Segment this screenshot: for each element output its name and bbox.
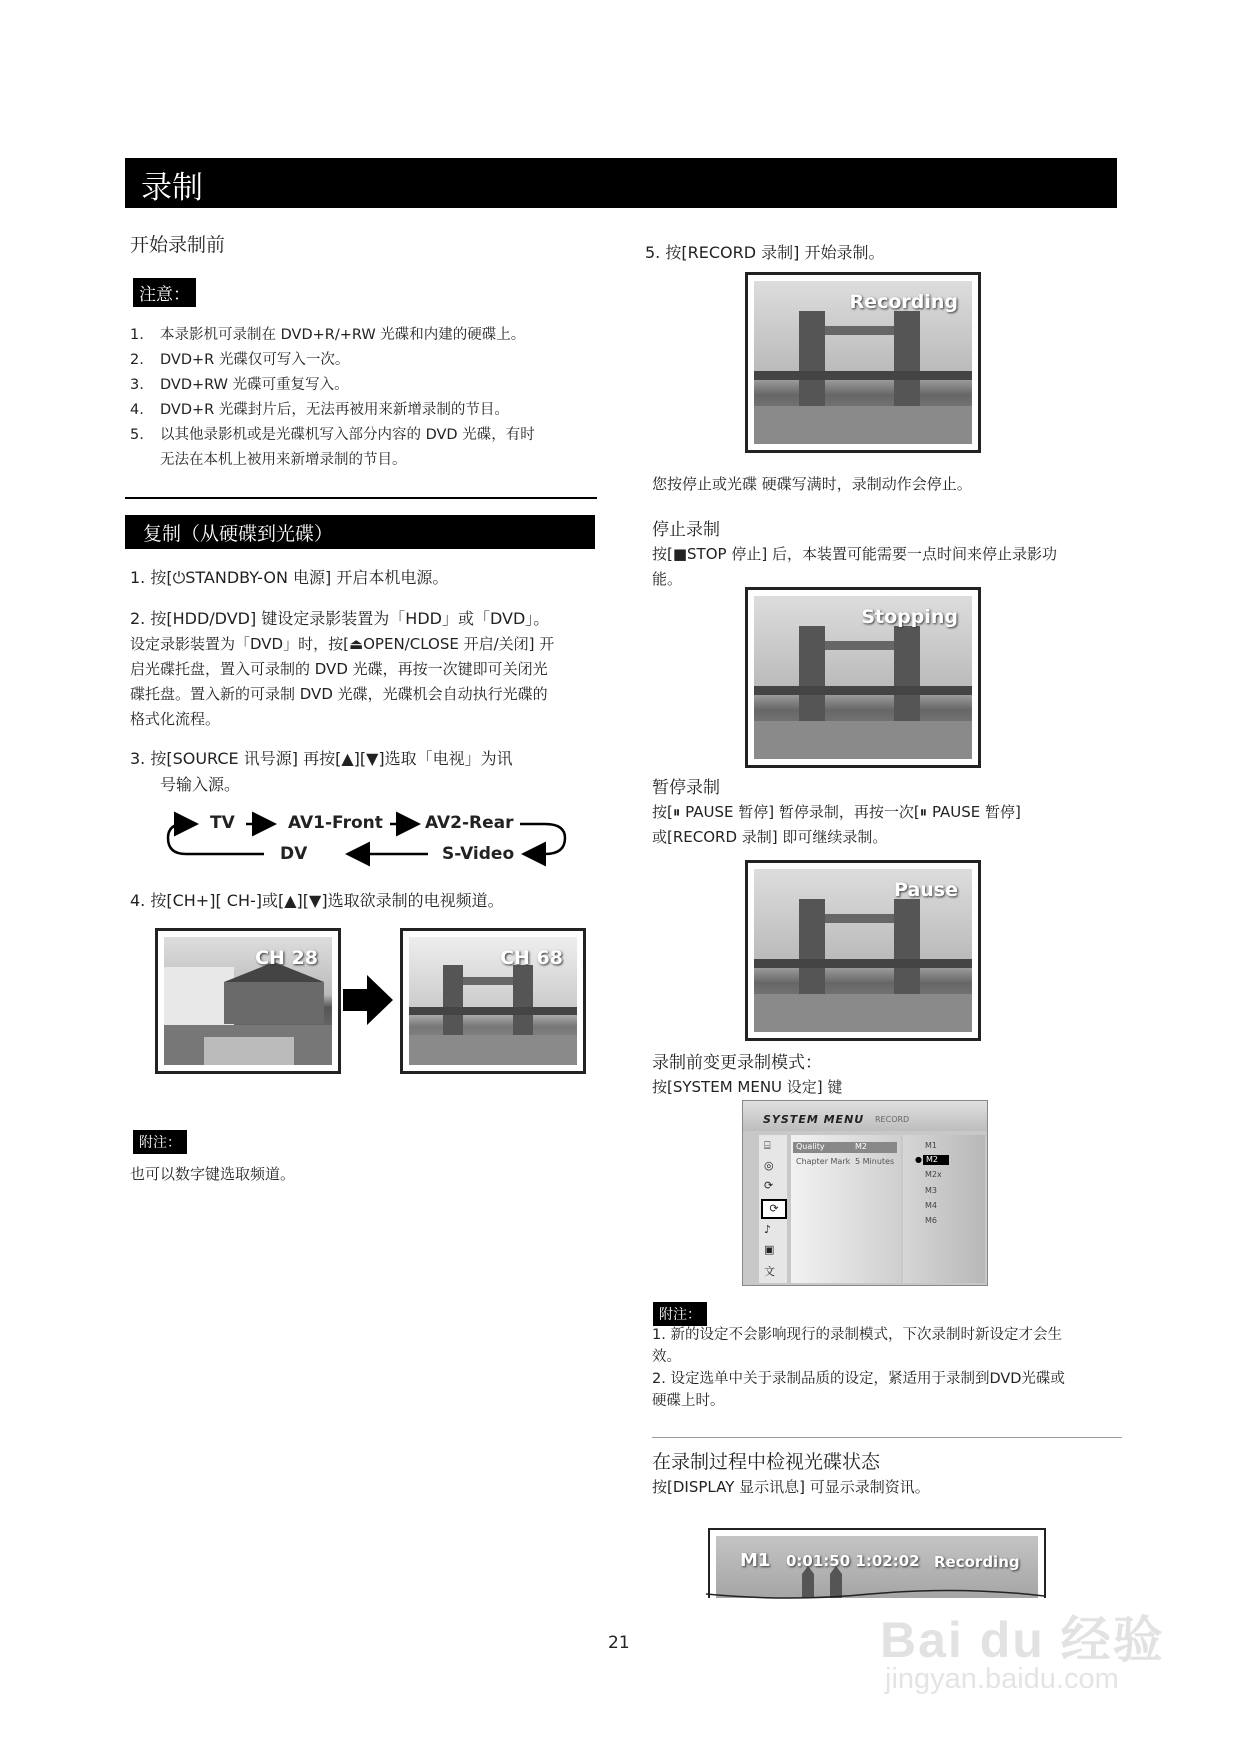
audio-icon[interactable]: ♪ bbox=[764, 1223, 772, 1236]
list-item: 3. DVD+RW 光碟可重复写入。 bbox=[130, 377, 349, 393]
copy-section-title: 复制（从硬碟到光碟） bbox=[143, 523, 334, 545]
mode-title: 录制前变更录制模式： bbox=[652, 1053, 822, 1073]
record-icon[interactable]: ⟳ bbox=[761, 1199, 787, 1219]
pause-body: 按[⏸ PAUSE 暂停] 暂停录制，再按一次[⏸ PAUSE 暂停] 或[RECORD 录制] 即可继续录制。 bbox=[652, 803, 1021, 846]
disc-icon[interactable]: ◎ bbox=[764, 1159, 774, 1172]
osd-mode: M1 bbox=[740, 1550, 771, 1571]
list-item: 无法在本机上被用来新增录制的节目。 bbox=[160, 452, 407, 468]
section-divider bbox=[125, 497, 597, 499]
stop-note: 您按停止或光碟 硬碟写满时，录制动作会停止。 bbox=[652, 475, 972, 493]
list-item: 2. DVD+R 光碟仅可写入一次。 bbox=[130, 352, 350, 368]
channel-68-image bbox=[400, 928, 586, 1074]
page-number: 21 bbox=[608, 1633, 630, 1653]
source-cycle-diagram bbox=[160, 808, 580, 874]
pause-title: 暂停录制 bbox=[652, 778, 720, 798]
footnote-text: 也可以数字键选取频道。 bbox=[130, 1165, 296, 1183]
menu-option[interactable]: M3 bbox=[925, 1186, 937, 1195]
arrow-right-icon bbox=[343, 975, 393, 1025]
stopping-label: Stopping bbox=[861, 606, 958, 628]
video-icon[interactable]: ⌸ bbox=[764, 1139, 771, 1152]
channel-68-label: CH 68 bbox=[500, 947, 563, 969]
watermark-logo: Bai du 经验 bbox=[880, 1612, 1165, 1668]
status-line: 按[DISPLAY 显示讯息] 可显示录制资讯。 bbox=[652, 1478, 930, 1496]
flow-svideo: S-Video bbox=[442, 844, 515, 864]
before-recording-heading: 开始录制前 bbox=[130, 234, 226, 256]
menu-option-selected-label: M2 bbox=[926, 1155, 938, 1164]
status-title: 在录制过程中检视光碟状态 bbox=[652, 1451, 881, 1473]
osd-time: 0:01:50 1:02:02 bbox=[786, 1552, 920, 1570]
recording-label: Recording bbox=[849, 291, 958, 313]
stop-title: 停止录制 bbox=[652, 520, 720, 540]
channel-28-image bbox=[155, 928, 341, 1074]
menu-option[interactable]: M6 bbox=[925, 1216, 937, 1225]
menu-option[interactable]: M1 bbox=[925, 1141, 937, 1150]
status-divider bbox=[652, 1437, 1122, 1438]
caution-list bbox=[130, 323, 600, 473]
chapter-title: 录制 bbox=[141, 170, 203, 206]
mode-line: 按[SYSTEM MENU 设定] 键 bbox=[652, 1078, 843, 1096]
step-2-title: 2. 按[HDD/DVD] 键设定录影装置为「HDD」或「DVD」。 bbox=[130, 609, 550, 628]
stopping-image bbox=[745, 587, 981, 768]
right-note-body: 1. 新的设定不会影响现行的录制模式，下次录制时新设定才会生 效。 2. 设定选单中关于录制品质的设定，紧适用于录制到DVD光碟或 硬碟上时。 bbox=[652, 1327, 1065, 1409]
step-4: 4. 按[CH+][ CH-]或[▲][▼]选取欲录制的电视频道。 bbox=[130, 891, 504, 910]
chapter-title-bar bbox=[125, 158, 1117, 208]
step-3: 3. 按[SOURCE 讯号源] 再按[▲][▼]选取「电视」为讯 号输入源。 bbox=[130, 749, 513, 794]
menu-option[interactable]: M2x bbox=[925, 1170, 942, 1179]
pause-label: Pause bbox=[894, 879, 958, 901]
tv-icon[interactable]: ▣ bbox=[764, 1243, 775, 1256]
flow-av1: AV1-Front bbox=[288, 813, 383, 833]
menu-subtitle: RECORD bbox=[875, 1115, 910, 1124]
selected-dot-icon: ● bbox=[915, 1155, 922, 1164]
language-icon[interactable]: 文 bbox=[764, 1265, 775, 1278]
footnote-label: 附注： bbox=[133, 1130, 187, 1154]
stop-body: 按[■STOP 停止] 后，本装置可能需要一点时间来停止录影功 能。 bbox=[652, 545, 1057, 588]
channel-28-label: CH 28 bbox=[255, 947, 318, 969]
system-menu-screen bbox=[742, 1100, 988, 1286]
playback-icon[interactable]: ⟳ bbox=[764, 1179, 774, 1192]
copy-section-bar bbox=[125, 515, 595, 549]
menu-row-value: 5 Minutes bbox=[855, 1157, 895, 1166]
flow-dv: DV bbox=[280, 844, 308, 864]
step-2-body: 设定录影装置为「DVD」时，按[⏏OPEN/CLOSE 开启/关闭] 开 启光碟托盘，置入可录制的 DVD 光碟，再按一次键即可关闭光 碟托盘。置入新的可录制 DVD 光碟，光碟机会自动执行光碟的 格式化流程。 bbox=[130, 635, 555, 728]
flow-av2: AV2-Rear bbox=[425, 813, 514, 833]
caution-label: 注意： bbox=[133, 278, 196, 307]
menu-row-value: M2 bbox=[855, 1142, 867, 1151]
menu-row-label[interactable]: Chapter Mark bbox=[796, 1157, 851, 1166]
list-item: 5. 以其他录影机或是光碟机写入部分内容的 DVD 光碟，有时 bbox=[130, 427, 535, 443]
recording-image bbox=[745, 272, 981, 453]
step-1: 1. 按[⏻STANDBY-ON 电源] 开启本机电源。 bbox=[130, 568, 449, 587]
step-5: 5. 按[RECORD 录制] 开始录制。 bbox=[645, 243, 885, 262]
watermark-url: jingyan.baidu.com bbox=[885, 1663, 1119, 1695]
menu-title: SYSTEM MENU bbox=[763, 1113, 865, 1126]
menu-option[interactable]: M4 bbox=[925, 1201, 937, 1210]
osd-state: Recording bbox=[934, 1553, 1020, 1571]
menu-row-label[interactable]: Quality bbox=[796, 1142, 825, 1151]
list-item: 4. DVD+R 光碟封片后，无法再被用来新增录制的节目。 bbox=[130, 402, 509, 418]
menu-icon-column bbox=[759, 1135, 787, 1283]
right-note-label: 附注： bbox=[653, 1302, 707, 1326]
pause-image bbox=[745, 860, 981, 1041]
flow-tv: TV bbox=[210, 813, 235, 833]
list-item: 1. 本录影机可录制在 DVD+R/+RW 光碟和内建的硬碟上。 bbox=[130, 327, 526, 343]
